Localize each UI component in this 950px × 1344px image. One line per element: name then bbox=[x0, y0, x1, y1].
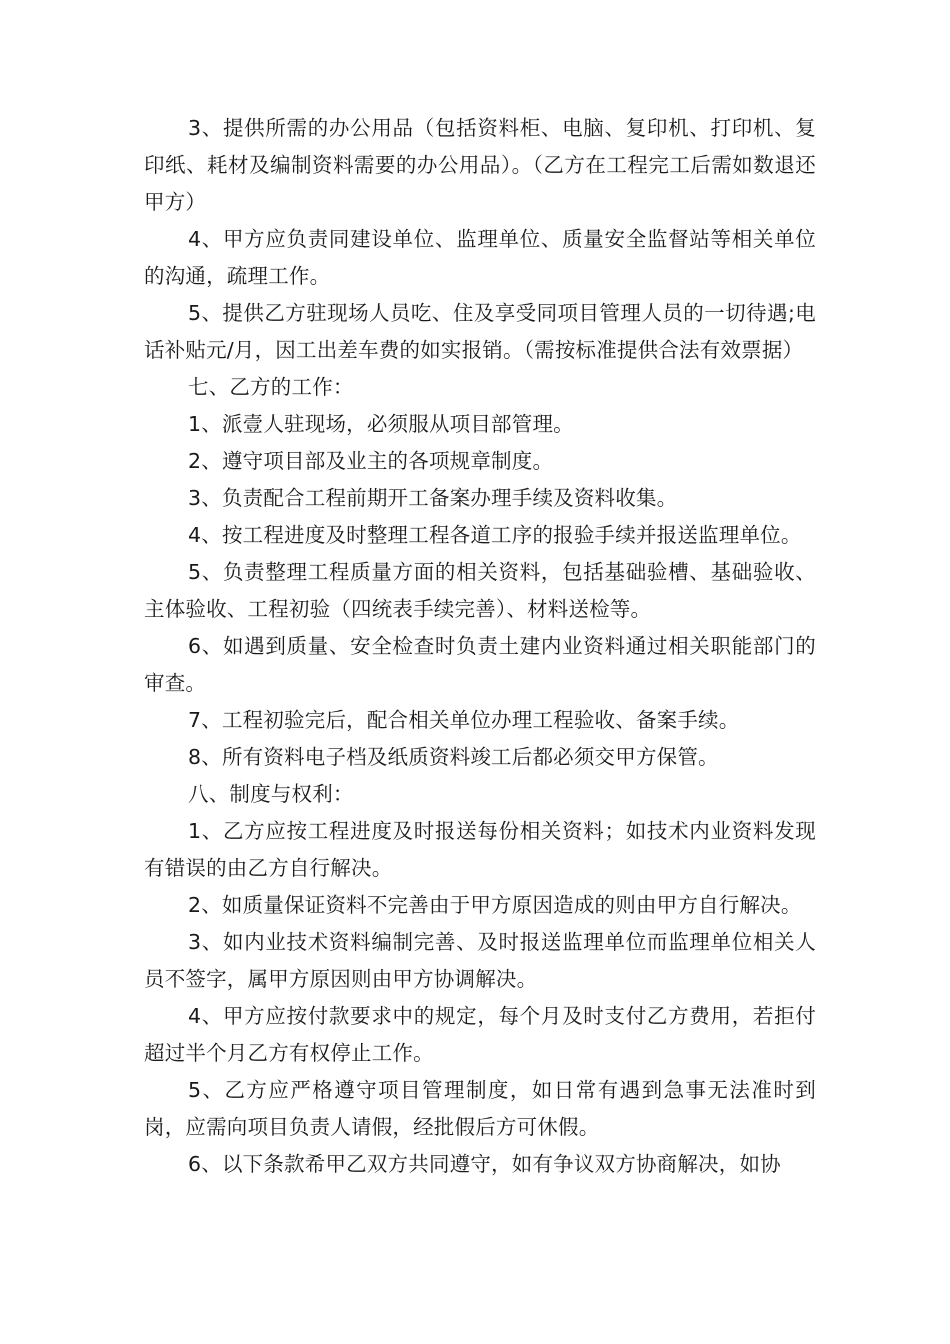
paragraph-acceptance-filing: 7、工程初验完后，配合相关单位办理工程验收、备案手续。 bbox=[188, 708, 740, 732]
paragraph-office-supplies: 3、提供所需的办公用品（包括资料柜、电脑、复印机、打印机、复印纸、耗材及编制资料需要的办公用品）。（乙方在工程完工后需如数退还甲方） bbox=[144, 116, 816, 214]
paragraph-staff-treatment: 5、提供乙方驻现场人员吃、住及享受同项目管理人员的一切待遇;电话补贴元/月，因工出差车费的如实报销。（需按标准提供合法有效票据） bbox=[144, 301, 816, 362]
section-heading-party-b-work: 七、乙方的工作： bbox=[188, 375, 354, 399]
paragraph-quality-assurance: 2、如质量保证资料不完善由于甲方原因造成的则由甲方自行解决。 bbox=[188, 893, 802, 917]
paragraph-dispute-resolution: 6、以下条款希甲乙双方共同遵守，如有争议双方协商解决，如协 bbox=[188, 1152, 781, 1176]
paragraph-payment-terms: 4、甲方应按付款要求中的规定，每个月及时支付乙方费用，若拒付超过半个月乙方有权停止工作。 bbox=[144, 1004, 816, 1065]
paragraph-rules-compliance: 2、遵守项目部及业主的各项规章制度。 bbox=[188, 449, 554, 473]
paragraph-party-a-communication: 4、甲方应负责同建设单位、监理单位、质量安全监督站等相关单位的沟通，疏理工作。 bbox=[144, 227, 816, 288]
paragraph-quality-records: 5、负责整理工程质量方面的相关资料，包括基础验槽、基础验收、主体验收、工程初验（四统表手续完善）、材料送检等。 bbox=[144, 560, 816, 621]
document-body bbox=[144, 110, 816, 1183]
paragraph-safety-inspection: 6、如遇到质量、安全检查时负责土建内业资料通过相关职能部门的审查。 bbox=[144, 634, 816, 695]
section-heading-rules-rights: 八、制度与权利： bbox=[188, 782, 354, 806]
paragraph-filing-procedures: 3、负责配合工程前期开工备案办理手续及资料收集。 bbox=[188, 486, 678, 510]
paragraph-signature-issue: 3、如内业技术资料编制完善、及时报送监理单位而监理单位相关人员不签字，属甲方原因则由甲方协调解决。 bbox=[144, 930, 816, 991]
paragraph-leave-policy: 5、乙方应严格遵守项目管理制度，如日常有遇到急事无法准时到岗，应需向项目负责人请假，经批假后方可休假。 bbox=[144, 1078, 816, 1139]
paragraph-timely-submission: 1、乙方应按工程进度及时报送每份相关资料；如技术内业资料发现有错误的由乙方自行解决。 bbox=[144, 819, 816, 880]
paragraph-inspection-procedures: 4、按工程进度及时整理工程各道工序的报验手续并报送监理单位。 bbox=[188, 523, 802, 547]
paragraph-on-site-staff: 1、派壹人驻现场，必须服从项目部管理。 bbox=[188, 412, 574, 436]
paragraph-archive-handover: 8、所有资料电子档及纸质资料竣工后都必须交甲方保管。 bbox=[188, 745, 719, 769]
